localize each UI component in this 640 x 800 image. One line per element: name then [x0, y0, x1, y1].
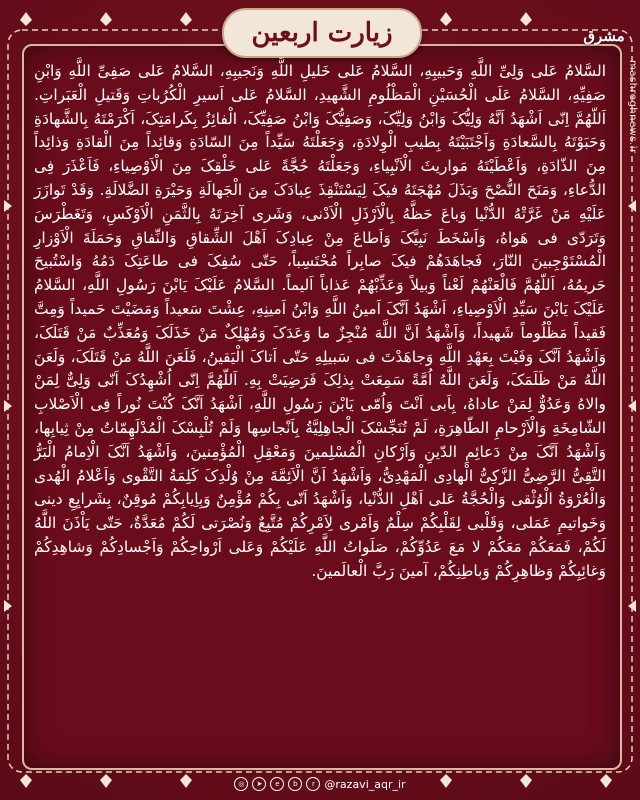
footer-social	[210, 774, 430, 794]
ziyarat-text: السَّلامُ عَلی وَلِیِّ اللَّهِ وَحَبیبِهِ، السَّلامُ عَلی خَلیلِ اللَّهِ وَنَجیبِهِ، السَّلامُ عَلی صَفِیِّ اللَّهِ وَابْنِ صَفِیِّهِ، السَّلامُ عَلَی الْحُسَیْنِ الْمَظْلُومِ الشَّهیدِ، السَّلامُ عَلی اَسیرِ الْکُرُباتِ وَقَتیلِ الْعَبَراتِ. اَللّهُمَّ اِنّی اَشْهَدُ اَنَّهُ وَلِیُّکَ وَابْنُ وَلِیِّکَ، وَصَفِیُّکَ وَابْنُ صَفِیِّکَ، الْفائِزُ بِکَرامَتِکَ، اَکْرَمْتَهُ بِالشَّهادَةِ وَحَبَوْتَهُ بِالسَّعادَةِ وَاَجْتَبَیْتَهُ بِطیبِ الْوِلادَةِ، وَجَعَلْتَهُ سَیِّداً مِنَ السّادَةِ وَقائِداً مِنَ الْقادَةِ وَذائِداً مِنَ الذّادَةِ، وَاَعْطَیْتَهُ مَواریثَ الْاَنْبِیاءِ، وَجَعَلْتَهُ حُجَّةً عَلی خَلْقِکَ مِنَ الْاَوْصِیاءِ، فَاَعْذَرَ فِی الدُّعاءِ، وَمَنَحَ النُّصْحَ وَبَذَلَ مُهْجَتَهُ فیکَ لِیَسْتَنْقِذَ عِبادَکَ مِنَ الْجَهالَةِ وَحَیْرَةِ الضَّلالَةِ. وَقَدْ تَوازَرَ عَلَیْهِ مَنْ غَرَّتْهُ الدُّنْیا وَباعَ حَظَّهُ بِالْاَرْذَلِ الْاَدْنی، وَشَری آخِرَتَهُ بِالثَّمَنِ الْاَوْکَسِ، وَتَغَطْرَسَ وَتَرَدّی فی هَواهُ، وَاَسْخَطَ نَبِیَّکَ وَاَطاعَ مِنْ عِبادِکَ اَهْلَ الشِّقاقِ وَالنِّفاقِ وَحَمَلَةَ الْاَوْزارِ الْمُسْتَوْجِبینَ النّارَ، فَجاهَدَهُمْ فیکَ صابِراً مُحْتَسِباً، حَتّی سُفِکَ فی طاعَتِکَ دَمُهُ وَاسْتُبیحَ حَریمُهُ، اَللّهُمَّ فَالْعَنْهُمْ لَعْناً وَبیلاً وَعَذِّبْهُمْ عَذاباً اَلیماً. السَّلامُ عَلَیْکَ یَابْنَ رَسُولِ اللَّهِ، السَّلامُ عَلَیْکَ یَابْنَ سَیِّدِ الْاَوْصِیاءِ، اَشْهَدُ اَنَّکَ اَمینُ اللَّهِ وَابْنُ اَمینِهِ، عِشْتَ سَعیداً وَمَضَیْتَ حَمیداً وَمِتَّ فَقیداً مَظْلُوماً شَهیداً، وَاَشْهَدُ اَنَّ اللَّهَ مُنْجِزٌ ما وَعَدَکَ وَمُهْلِکٌ مَنْ خَذَلَکَ وَمُعَذِّبٌ مَنْ قَتَلَکَ، وَاَشْهَدُ اَنَّکَ وَفَیْتَ بِعَهْدِ اللَّهِ وَجاهَدْتَ فی سَبیلِهِ حَتّی اَتاکَ الْیَقینُ، فَلَعَنَ اللَّهُ مَنْ قَتَلَکَ، وَلَعَنَ اللَّهُ مَنْ ظَلَمَکَ، وَلَعَنَ اللَّهُ اُمَّةً سَمِعَتْ بِذلِکَ فَرَضِیَتْ بِهِ. اَللّهُمَّ اِنّی اُشْهِدُکَ اَنّی وَلِیٌّ لِمَنْ والاهُ وَعَدُوٌّ لِمَنْ عاداهُ، بِاَبی اَنْتَ وَاُمّی یَابْنَ رَسُولِ اللَّهِ، اَشْهَدُ اَنَّکَ کُنْتَ نُوراً فِی الْاَصْلابِ الشّامِخَةِ وَالْاَرْحامِ الطّاهِرَةِ، لَمْ تُنَجِّسْکَ الْجاهِلِیَّةُ بِاَنْجاسِها وَلَمْ تُلْبِسْکَ الْمُدْلَهِمّاتُ مِنْ ثِیابِها، وَاَشْهَدُ اَنَّکَ مِنْ دَعائِمِ الدّینِ وَاَرْکانِ الْمُسْلِمینَ وَمَعْقِلِ الْمُؤْمِنینَ، وَاَشْهَدُ اَنَّکَ الْاِمامُ الْبَرُّ التَّقِیُّ الرَّضِیُّ الزَّکِیُّ الْهادِی الْمَهْدِیُّ، وَاَشْهَدُ اَنَّ الْاَئِمَّةَ مِنْ وُلْدِکَ کَلِمَةُ التَّقْوی وَاَعْلامُ الْهُدی وَالْعُرْوَةُ الْوُثْقی وَالْحُجَّةُ عَلی اَهْلِ الدُّنْیا، وَاَشْهَدُ اَنّی بِکُمْ مُؤْمِنٌ وَبِاِیابِکُمْ مُوقِنٌ، بِشَرایِعِ دینی وَخَواتیمِ عَمَلی، وَقَلْبی لِقَلْبِکُمْ سِلْمٌ وَاَمْری لِاَمْرِکُمْ مُتَّبِعٌ وَنُصْرَتی لَکُمْ مُعَدَّةٌ، حَتّی یَاْذَنَ اللَّهُ لَکُمْ، فَمَعَکُمْ مَعَکُمْ لا مَعَ عَدُوِّکُمْ، صَلَواتُ اللَّهِ عَلَیْکُمْ وَعَلی اَرْواحِکُمْ وَاَجْسادِکُمْ وَشاهِدِکُمْ وَغائِبِکُمْ وَظاهِرِکُمْ وَباطِنِکُمْ، آمینَ رَبَّ الْعالَمینَ.	[34, 62, 606, 580]
title-banner	[222, 8, 422, 58]
instagram-icon: ◎	[234, 777, 248, 791]
rubika-icon: r	[306, 777, 320, 791]
bale-icon: b	[288, 777, 302, 791]
page-title: زیارت اربعین	[251, 18, 393, 48]
footer-handle: @razavi_aqr_ir	[324, 777, 406, 791]
mashregh-logo	[574, 6, 634, 66]
eitaa-icon: e	[270, 777, 284, 791]
side-url: mashreghnews.ir	[627, 60, 638, 154]
logo-text: مشرق	[583, 27, 625, 45]
telegram-icon: ➤	[252, 777, 266, 791]
